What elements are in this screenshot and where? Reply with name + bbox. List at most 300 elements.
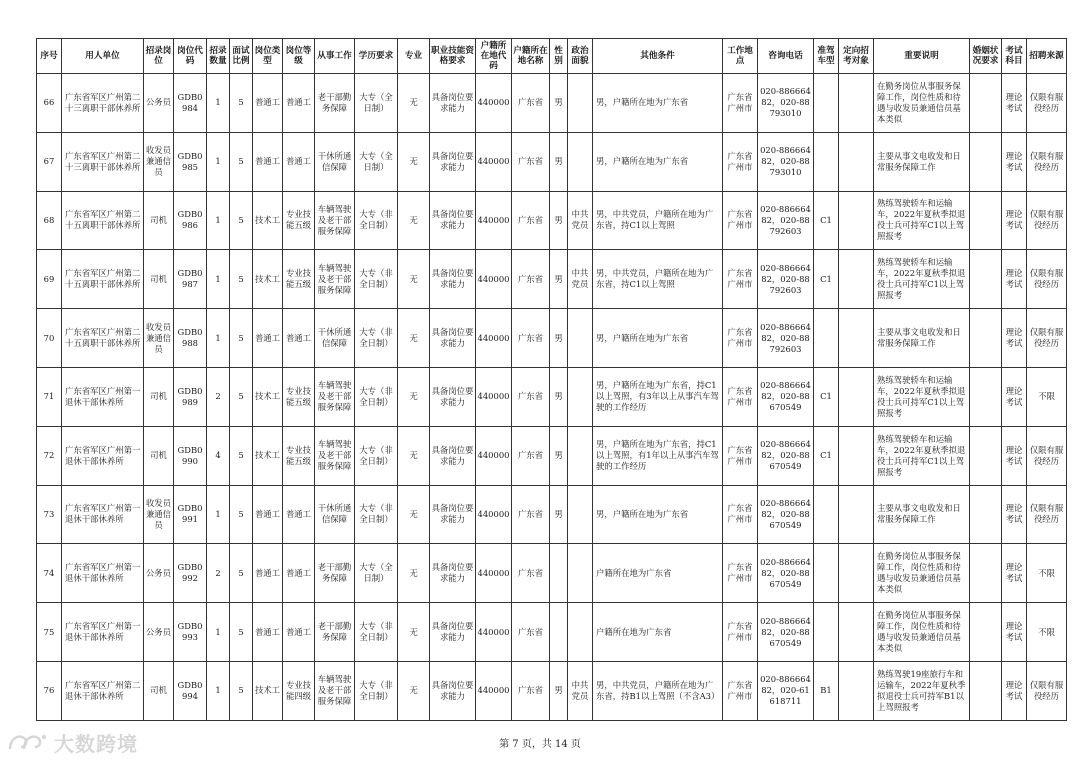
table-cell: 广东省广州市 <box>723 74 758 133</box>
table-cell: 无 <box>398 309 430 368</box>
table-cell: 020-88666482，020-88793010 <box>758 132 814 191</box>
table-cell: 无 <box>398 132 430 191</box>
table-cell: 普通工 <box>253 74 283 133</box>
table-cell: 具备岗位要求能力 <box>430 250 476 309</box>
table-cell <box>839 426 874 485</box>
recruitment-table-sheet <box>36 38 1064 721</box>
table-cell: 020-88666482，020-88792603 <box>758 309 814 368</box>
table-cell <box>839 485 874 544</box>
table-cell: 1 <box>207 603 230 662</box>
table-cell: 车辆驾驶及老干部服务保障 <box>315 191 355 250</box>
table-cell <box>970 132 1002 191</box>
table-cell: 普通工 <box>283 485 315 544</box>
column-header: 学历要求 <box>355 39 398 74</box>
column-header: 咨询电话 <box>758 39 814 74</box>
table-cell: 普通工 <box>283 544 315 603</box>
table-cell <box>970 544 1002 603</box>
table-cell: 理论考试 <box>1002 485 1027 544</box>
table-cell: 男 <box>550 426 568 485</box>
table-cell: 中共党员 <box>568 661 593 720</box>
table-cell: GDB0994 <box>174 661 207 720</box>
table-cell: 5 <box>230 250 253 309</box>
table-cell: 1 <box>207 132 230 191</box>
table-cell: 69 <box>37 250 62 309</box>
table-cell: 车辆驾驶及老干部服务保障 <box>315 250 355 309</box>
table-cell: 司机 <box>144 250 174 309</box>
table-header-row <box>37 39 1067 74</box>
table-cell: 仅限有服役经历 <box>1027 485 1067 544</box>
column-header: 专业 <box>398 39 430 74</box>
table-row <box>37 74 1067 133</box>
table-cell <box>839 191 874 250</box>
table-cell: 440000 <box>476 485 512 544</box>
table-cell: 5 <box>230 132 253 191</box>
table-cell: 440000 <box>476 544 512 603</box>
table-cell: 广东省广州市 <box>723 661 758 720</box>
table-cell: 司机 <box>144 426 174 485</box>
column-header: 性别 <box>550 39 568 74</box>
column-header: 工作地点 <box>723 39 758 74</box>
table-cell <box>839 309 874 368</box>
table-cell: 440000 <box>476 74 512 133</box>
table-cell: 广东省 <box>512 132 550 191</box>
table-cell: 68 <box>37 191 62 250</box>
table-cell: 收发员兼通信员 <box>144 132 174 191</box>
table-cell: 广东省广州市 <box>723 367 758 426</box>
table-cell: 大专（全日制） <box>355 544 398 603</box>
table-cell: 无 <box>398 485 430 544</box>
table-cell: 仅限有服役经历 <box>1027 191 1067 250</box>
table-cell: 71 <box>37 367 62 426</box>
table-cell: 具备岗位要求能力 <box>430 132 476 191</box>
table-cell: 男，中共党员，户籍所在地为广东省，持C1以上驾照 <box>593 250 723 309</box>
table-cell <box>568 74 593 133</box>
table-cell: 车辆驾驶及老干部服务保障 <box>315 426 355 485</box>
table-cell: 熟练驾驶轿车和运输车，2022年夏秋季拟退役士兵可持军C1以上驾照报考 <box>874 426 970 485</box>
table-cell: 在勤务岗位从事服务保障工作，岗位性质和待遇与收发员兼通信员基本类似 <box>874 603 970 662</box>
table-cell: 户籍所在地为广东省 <box>593 544 723 603</box>
table-cell: 5 <box>230 661 253 720</box>
table-cell: 技术工 <box>253 426 283 485</box>
table-cell: 75 <box>37 603 62 662</box>
table-cell: 020-88666482，020-88670549 <box>758 544 814 603</box>
table-cell: 大专（非全日制） <box>355 309 398 368</box>
table-cell: 440000 <box>476 661 512 720</box>
table-cell: 440000 <box>476 367 512 426</box>
table-cell: 广东省军区广州第一退休干部休养所 <box>62 367 144 426</box>
table-cell: 广东省广州市 <box>723 132 758 191</box>
table-cell: 广东省 <box>512 250 550 309</box>
table-cell: 无 <box>398 74 430 133</box>
table-cell: 在勤务岗位从事服务保障工作，岗位性质和待遇与收发员兼通信员基本类似 <box>874 74 970 133</box>
table-cell: 广东省军区广州第二退休干部休养所 <box>62 661 144 720</box>
table-cell: 不限 <box>1027 544 1067 603</box>
table-cell <box>568 309 593 368</box>
table-cell: 男 <box>550 132 568 191</box>
table-cell: 具备岗位要求能力 <box>430 426 476 485</box>
table-cell: 仅限有服役经历 <box>1027 426 1067 485</box>
column-header: 招录数量 <box>207 39 230 74</box>
table-cell: 广东省军区广州第一退休干部休养所 <box>62 603 144 662</box>
table-cell <box>970 309 1002 368</box>
table-cell: 收发员兼通信员 <box>144 485 174 544</box>
table-cell: 76 <box>37 661 62 720</box>
table-cell: 普通工 <box>283 309 315 368</box>
table-cell: 男，户籍所在地为广东省，持C1以上驾照，有3年以上从事汽车驾驶的工作经历 <box>593 367 723 426</box>
table-cell: 男，中共党员，户籍所在地为广东省，持B1以上驾照（不含A3） <box>593 661 723 720</box>
table-cell: 广东省广州市 <box>723 426 758 485</box>
table-cell <box>970 603 1002 662</box>
table-cell: 技术工 <box>253 661 283 720</box>
table-cell: C1 <box>814 426 839 485</box>
table-cell: 男 <box>550 661 568 720</box>
table-cell <box>550 603 568 662</box>
table-cell: 广东省 <box>512 603 550 662</box>
table-cell: 无 <box>398 191 430 250</box>
table-cell: 广东省 <box>512 426 550 485</box>
column-header: 招录岗位 <box>144 39 174 74</box>
watermark <box>6 727 138 757</box>
table-cell: 干休所通信保障 <box>315 309 355 368</box>
table-row <box>37 367 1067 426</box>
table-cell: 男 <box>550 250 568 309</box>
table-cell <box>970 367 1002 426</box>
column-header: 从事工作 <box>315 39 355 74</box>
table-cell: 理论考试 <box>1002 603 1027 662</box>
table-cell: 440000 <box>476 132 512 191</box>
table-cell: 大专（非全日制） <box>355 191 398 250</box>
table-row <box>37 426 1067 485</box>
table-cell: 老干部勤务保障 <box>315 603 355 662</box>
table-cell: GDB0984 <box>174 74 207 133</box>
table-cell: 无 <box>398 603 430 662</box>
table-cell: GDB0993 <box>174 603 207 662</box>
table-cell: GDB0988 <box>174 309 207 368</box>
table-cell <box>970 661 1002 720</box>
table-cell: 司机 <box>144 661 174 720</box>
table-cell: 干休所通信保障 <box>315 485 355 544</box>
table-cell: 中共党员 <box>568 191 593 250</box>
table-cell: 广东省广州市 <box>723 485 758 544</box>
table-cell <box>568 485 593 544</box>
table-cell: 在勤务岗位从事服务保障工作，岗位性质和待遇与收发员兼通信员基本类似 <box>874 544 970 603</box>
table-cell: 广东省 <box>512 309 550 368</box>
table-cell: 男，户籍所在地为广东省 <box>593 485 723 544</box>
table-cell: 熟练驾驶轿车和运输车，2022年夏秋季拟退役士兵可持军C1以上驾照报考 <box>874 367 970 426</box>
table-cell: 仅限有服役经历 <box>1027 74 1067 133</box>
table-cell: 专业技能五级 <box>283 426 315 485</box>
table-cell: 熟练驾驶轿车和运输车，2022年夏秋季拟退役士兵可持军C1以上驾照报考 <box>874 191 970 250</box>
table-cell: 司机 <box>144 191 174 250</box>
table-cell: 男，户籍所在地为广东省，持C1以上驾照，有1年以上从事汽车驾驶的工作经历 <box>593 426 723 485</box>
column-header: 岗位等级 <box>283 39 315 74</box>
table-cell: 具备岗位要求能力 <box>430 367 476 426</box>
table-cell: 73 <box>37 485 62 544</box>
table-cell: 理论考试 <box>1002 661 1027 720</box>
table-cell: 020-88666482，020-88793010 <box>758 74 814 133</box>
table-cell <box>568 603 593 662</box>
table-cell: 老干部勤务保障 <box>315 544 355 603</box>
table-cell: 普通工 <box>253 603 283 662</box>
table-cell: 男 <box>550 367 568 426</box>
table-cell: 主要从事文电收发和日常服务保障工作 <box>874 132 970 191</box>
table-cell: 车辆驾驶及老干部服务保障 <box>315 661 355 720</box>
table-cell: C1 <box>814 191 839 250</box>
table-cell <box>970 191 1002 250</box>
table-cell: 公务员 <box>144 544 174 603</box>
table-cell <box>839 544 874 603</box>
table-cell <box>550 544 568 603</box>
table-cell: C1 <box>814 367 839 426</box>
table-cell: 男，户籍所在地为广东省 <box>593 74 723 133</box>
table-cell: 具备岗位要求能力 <box>430 661 476 720</box>
table-cell <box>839 603 874 662</box>
table-body <box>37 74 1067 721</box>
table-cell: 主要从事文电收发和日常服务保障工作 <box>874 309 970 368</box>
table-cell: 广东省广州市 <box>723 250 758 309</box>
table-cell: 中共党员 <box>568 250 593 309</box>
table-cell: 70 <box>37 309 62 368</box>
table-cell: 2 <box>207 544 230 603</box>
table-cell: 广东省 <box>512 661 550 720</box>
table-row <box>37 309 1067 368</box>
table-cell <box>814 485 839 544</box>
table-cell: 5 <box>230 603 253 662</box>
table-cell: 技术工 <box>253 191 283 250</box>
table-cell: 公务员 <box>144 603 174 662</box>
table-cell <box>814 603 839 662</box>
column-header: 用人单位 <box>62 39 144 74</box>
table-cell: 车辆驾驶及老干部服务保障 <box>315 367 355 426</box>
table-cell: 2 <box>207 367 230 426</box>
table-cell: 普通工 <box>253 544 283 603</box>
table-cell <box>568 426 593 485</box>
table-cell: 收发员兼通信员 <box>144 309 174 368</box>
table-cell: 理论考试 <box>1002 250 1027 309</box>
table-cell: B1 <box>814 661 839 720</box>
table-cell <box>970 250 1002 309</box>
table-cell: 具备岗位要求能力 <box>430 74 476 133</box>
table-cell: 理论考试 <box>1002 74 1027 133</box>
table-cell <box>970 485 1002 544</box>
table-cell: GDB0985 <box>174 132 207 191</box>
table-cell: 仅限有服役经历 <box>1027 309 1067 368</box>
table-cell: GDB0987 <box>174 250 207 309</box>
table-cell: 广东省 <box>512 485 550 544</box>
table-cell: 020-88666482，020-61618711 <box>758 661 814 720</box>
table-cell: 广东省军区广州第二十三离职干部休养所 <box>62 74 144 133</box>
table-cell <box>839 367 874 426</box>
table-cell: 广东省广州市 <box>723 603 758 662</box>
table-cell: 5 <box>230 191 253 250</box>
table-cell: GDB0991 <box>174 485 207 544</box>
table-cell: 大专（非全日制） <box>355 603 398 662</box>
table-row <box>37 485 1067 544</box>
table-cell: 440000 <box>476 603 512 662</box>
table-cell: 专业技能五级 <box>283 191 315 250</box>
table-cell: 无 <box>398 426 430 485</box>
table-row <box>37 544 1067 603</box>
table-cell <box>814 544 839 603</box>
table-cell <box>839 74 874 133</box>
table-cell: 广东省军区广州第二十五离职干部休养所 <box>62 309 144 368</box>
table-cell: 具备岗位要求能力 <box>430 191 476 250</box>
table-cell: 1 <box>207 74 230 133</box>
table-cell: 司机 <box>144 367 174 426</box>
table-cell: 仅限有服役经历 <box>1027 250 1067 309</box>
table-cell: 5 <box>230 74 253 133</box>
table-cell: 广东省 <box>512 367 550 426</box>
table-cell: 1 <box>207 485 230 544</box>
table-cell: 广东省 <box>512 544 550 603</box>
table-cell: 440000 <box>476 191 512 250</box>
table-cell: 5 <box>230 367 253 426</box>
column-header: 政治面貌 <box>568 39 593 74</box>
table-cell: 1 <box>207 661 230 720</box>
table-cell: 无 <box>398 661 430 720</box>
table-cell: 5 <box>230 426 253 485</box>
table-cell: 广东省军区广州第二十三离职干部休养所 <box>62 132 144 191</box>
column-header: 面试比例 <box>230 39 253 74</box>
table-cell: 理论考试 <box>1002 426 1027 485</box>
table-cell <box>568 132 593 191</box>
table-cell: 5 <box>230 485 253 544</box>
table-cell: 男 <box>550 309 568 368</box>
table-cell: 1 <box>207 309 230 368</box>
column-header: 其他条件 <box>593 39 723 74</box>
table-cell: 广东省广州市 <box>723 544 758 603</box>
table-cell: 大专（非全日制） <box>355 485 398 544</box>
table-cell: GDB0989 <box>174 367 207 426</box>
table-cell: 大专（非全日制） <box>355 426 398 485</box>
table-cell: 大专（非全日制） <box>355 661 398 720</box>
table-cell: 具备岗位要求能力 <box>430 544 476 603</box>
table-cell: 男，中共党员，户籍所在地为广东省，持C1以上驾照 <box>593 191 723 250</box>
table-cell: 技术工 <box>253 250 283 309</box>
table-cell: 技术工 <box>253 367 283 426</box>
table-cell: 大专（全日制） <box>355 74 398 133</box>
table-cell: 5 <box>230 309 253 368</box>
table-cell: 专业技能五级 <box>283 367 315 426</box>
watermark-text: 大数跨境 <box>54 731 138 756</box>
table-cell <box>839 132 874 191</box>
table-cell <box>814 309 839 368</box>
table-cell: 020-88666482，020-88792603 <box>758 250 814 309</box>
table-cell: 大专（全日制） <box>355 132 398 191</box>
table-cell: 理论考试 <box>1002 191 1027 250</box>
table-cell: 理论考试 <box>1002 367 1027 426</box>
table-cell <box>839 250 874 309</box>
table-cell: 具备岗位要求能力 <box>430 603 476 662</box>
recruitment-table <box>36 38 1067 721</box>
table-cell: 广东省军区广州第二十五离职干部休养所 <box>62 250 144 309</box>
column-header: 定向招考对象 <box>839 39 874 74</box>
table-cell: 440000 <box>476 250 512 309</box>
table-cell: 72 <box>37 426 62 485</box>
table-cell: 熟练驾驶19座旅行车和运输车，2022年夏秋季拟退役士兵可持军B1以上驾照报考 <box>874 661 970 720</box>
table-cell: GDB0986 <box>174 191 207 250</box>
table-cell: 1 <box>207 191 230 250</box>
table-cell: 67 <box>37 132 62 191</box>
column-header: 重要说明 <box>874 39 970 74</box>
column-header: 考试科目 <box>1002 39 1027 74</box>
column-header: 户籍所在地代码 <box>476 39 512 74</box>
table-cell: 无 <box>398 544 430 603</box>
table-cell: 户籍所在地为广东省 <box>593 603 723 662</box>
table-cell <box>568 367 593 426</box>
table-cell: 大专（非全日制） <box>355 367 398 426</box>
table-cell: 仅限有服役经历 <box>1027 661 1067 720</box>
table-cell: 020-88666482，020-88670549 <box>758 603 814 662</box>
table-cell: 主要从事文电收发和日常服务保障工作 <box>874 485 970 544</box>
table-cell: 广东省军区广州第一退休干部休养所 <box>62 544 144 603</box>
table-cell: 专业技能四级 <box>283 661 315 720</box>
table-cell: 66 <box>37 74 62 133</box>
column-header: 岗位代码 <box>174 39 207 74</box>
table-cell: 理论考试 <box>1002 132 1027 191</box>
table-cell: GDB0992 <box>174 544 207 603</box>
table-cell: 男，户籍所在地为广东省 <box>593 132 723 191</box>
column-header: 婚姻状况要求 <box>970 39 1002 74</box>
table-cell <box>839 661 874 720</box>
table-cell: 广东省军区广州第二十五离职干部休养所 <box>62 191 144 250</box>
table-cell: 普通工 <box>283 603 315 662</box>
table-cell <box>970 74 1002 133</box>
table-cell: 老干部勤务保障 <box>315 74 355 133</box>
table-cell: 干休所通信保障 <box>315 132 355 191</box>
table-cell: 020-88666482，020-88792603 <box>758 191 814 250</box>
table-row <box>37 661 1067 720</box>
table-cell: 男 <box>550 74 568 133</box>
table-row <box>37 603 1067 662</box>
table-cell: 020-88666482，020-88670549 <box>758 426 814 485</box>
column-header: 岗位类型 <box>253 39 283 74</box>
table-cell: 普通工 <box>253 309 283 368</box>
table-cell: 男，户籍所在地为广东省 <box>593 309 723 368</box>
table-cell: 不限 <box>1027 603 1067 662</box>
table-cell: 不限 <box>1027 367 1067 426</box>
table-cell: 具备岗位要求能力 <box>430 309 476 368</box>
table-cell: 020-88666482，020-88670549 <box>758 485 814 544</box>
table-cell: 理论考试 <box>1002 544 1027 603</box>
table-cell <box>814 132 839 191</box>
table-cell: 男 <box>550 191 568 250</box>
page-number-footer: 第 7 页，共 14 页 <box>499 739 581 750</box>
column-header: 招聘来源 <box>1027 39 1067 74</box>
column-header: 职业技能资格要求 <box>430 39 476 74</box>
table-cell: 仅限有服役经历 <box>1027 132 1067 191</box>
table-cell: 440000 <box>476 309 512 368</box>
table-cell: 普通工 <box>253 132 283 191</box>
table-cell: 普通工 <box>283 74 315 133</box>
table-cell: 广东省 <box>512 74 550 133</box>
table-row <box>37 191 1067 250</box>
table-cell: GDB0990 <box>174 426 207 485</box>
table-cell <box>814 74 839 133</box>
table-cell: 专业技能五级 <box>283 250 315 309</box>
table-row <box>37 250 1067 309</box>
column-header: 序号 <box>37 39 62 74</box>
table-cell: 广东省军区广州第一退休干部休养所 <box>62 426 144 485</box>
table-cell: 广东省广州市 <box>723 191 758 250</box>
table-cell: 普通工 <box>283 132 315 191</box>
table-cell: 公务员 <box>144 74 174 133</box>
column-header: 户籍所在地名称 <box>512 39 550 74</box>
table-cell: 理论考试 <box>1002 309 1027 368</box>
watermark-logo-icon <box>6 729 50 755</box>
table-cell: 1 <box>207 250 230 309</box>
table-cell: 5 <box>230 544 253 603</box>
